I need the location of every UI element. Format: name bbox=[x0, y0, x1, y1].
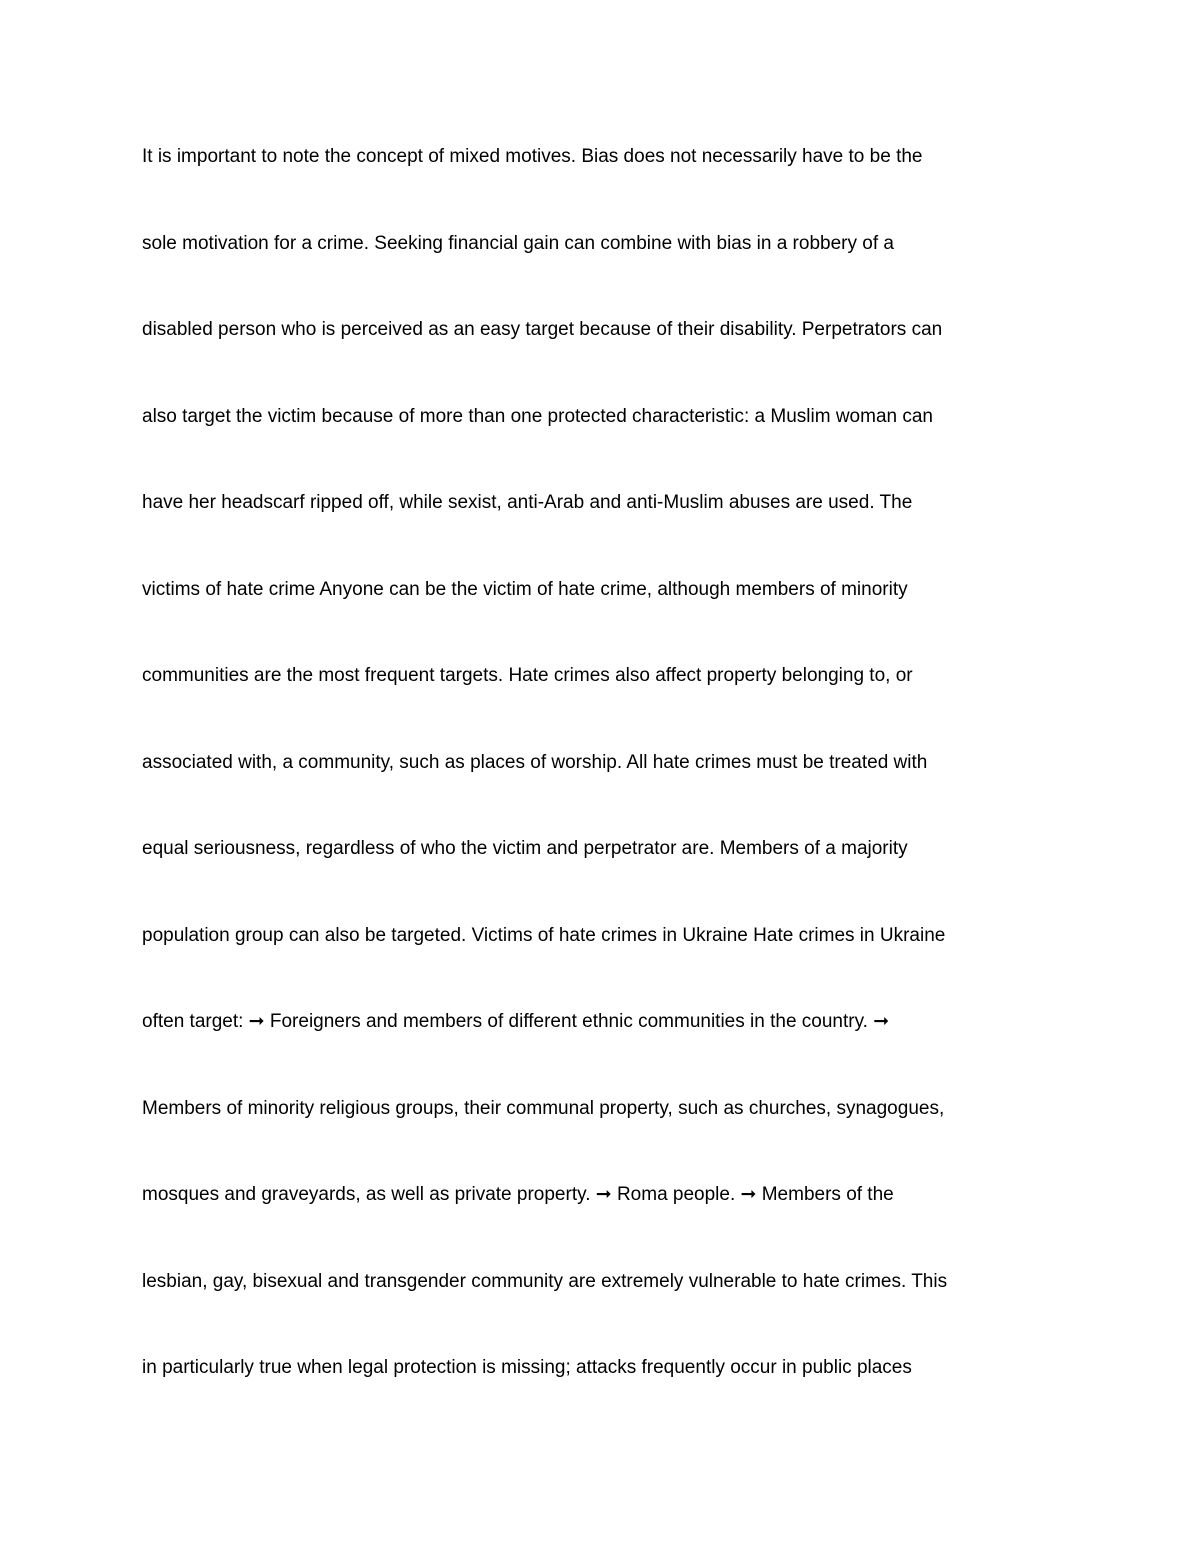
text-line: population group can also be targeted. Victims of hate crimes in Ukraine Hate crimes in Ukraine bbox=[142, 924, 946, 946]
text-line: Members of minority religious groups, their communal property, such as churches, synagogues, bbox=[142, 1097, 945, 1119]
text-line: lesbian, gay, bisexual and transgender community are extremely vulnerable to hate crimes. This bbox=[142, 1270, 948, 1292]
text-line: communities are the most frequent targets. Hate crimes also affect property belonging to, or bbox=[142, 665, 913, 686]
text-line: often target: ➞ Foreigners and members of different ethnic communities in the country. ➞ bbox=[142, 1011, 890, 1032]
text-line: sole motivation for a crime. Seeking financial gain can combine with bias in a robbery of a bbox=[142, 232, 894, 254]
text-line: victims of hate crime Anyone can be the victim of hate crime, although members of minority bbox=[142, 578, 908, 600]
text-line: disabled person who is perceived as an easy target because of their disability. Perpetrators can bbox=[142, 319, 943, 340]
text-line: also target the victim because of more than one protected characteristic: a Muslim woman can bbox=[142, 405, 933, 427]
text-line: in particularly true when legal protection is missing; attacks frequently occur in public places bbox=[142, 1357, 912, 1378]
text-line: mosques and graveyards, as well as private property. ➞ Roma people. ➞ Members of the bbox=[142, 1184, 894, 1205]
text-line: associated with, a community, such as places of worship. All hate crimes must be treated with bbox=[142, 751, 928, 773]
body-paragraph bbox=[142, 144, 1082, 1442]
text-line: have her headscarf ripped off, while sexist, anti-Arab and anti-Muslim abuses are used. The bbox=[142, 492, 913, 513]
text-line: It is important to note the concept of mixed motives. Bias does not necessarily have to be the bbox=[142, 146, 923, 167]
text-line: equal seriousness, regardless of who the victim and perpetrator are. Members of a majority bbox=[142, 838, 908, 859]
